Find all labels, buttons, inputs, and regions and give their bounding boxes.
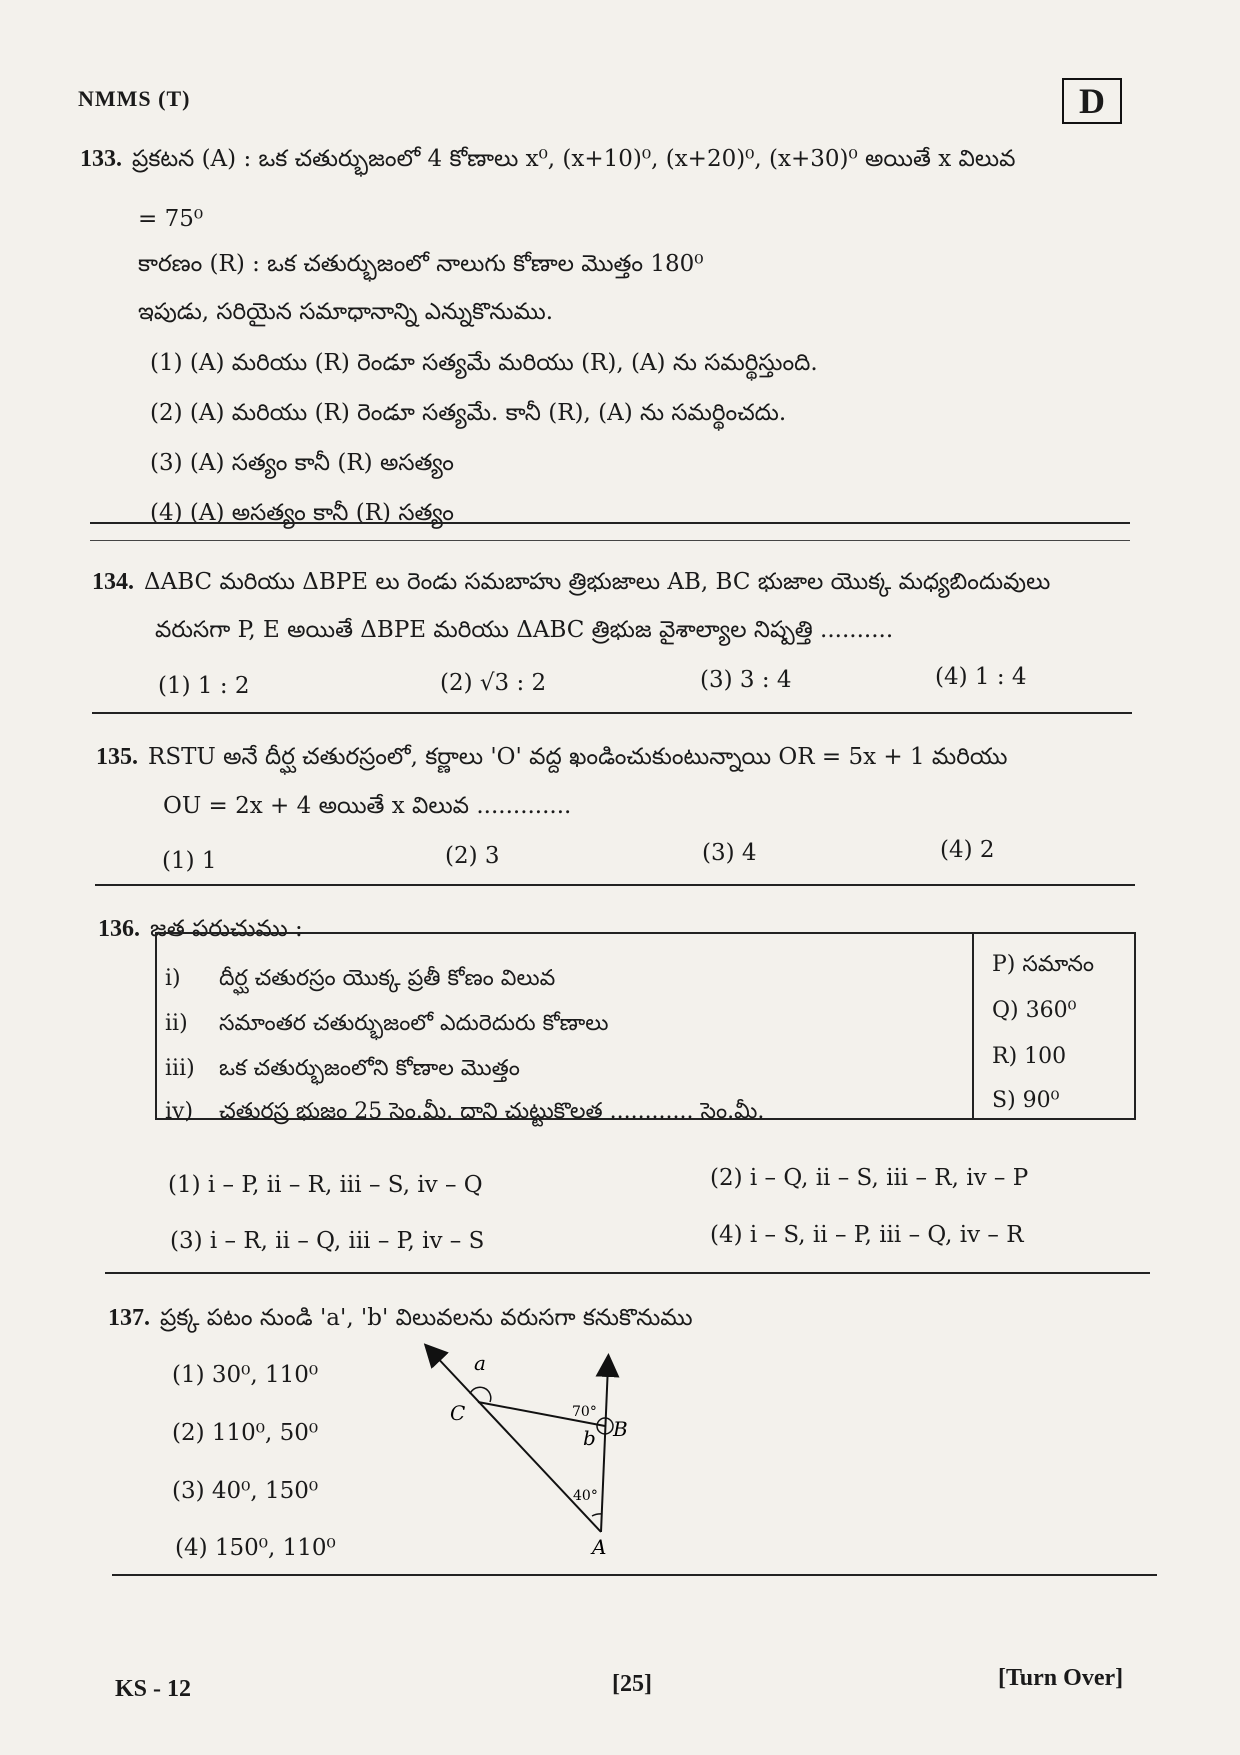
q133-assertion-cont: = 75⁰ (138, 206, 204, 232)
footer-code: KS - 12 (115, 1676, 192, 1702)
divider (90, 540, 1130, 541)
q135-number: 135. (96, 744, 138, 770)
row-num: ii) (165, 1011, 188, 1036)
label-B: B (613, 1417, 628, 1441)
q134-number: 134. (92, 569, 134, 595)
line-ac-extended (432, 1352, 601, 1532)
q134-option-3[interactable]: (3) 3 : 4 (700, 667, 792, 693)
q135-option-4[interactable]: (4) 2 (940, 837, 995, 863)
row-num: iv) (165, 1099, 194, 1124)
q135-text: RSTU అనే దీర్ఘ చతురస్రంలో, కర్ణాలు 'O' వద్ద ఖండించుకుంటున్నాయి OR = 5x + 1 మరియు (148, 744, 1008, 770)
q133-statement (80, 143, 1140, 175)
divider (105, 1272, 1150, 1274)
q137-option-2[interactable]: (2) 110⁰, 50⁰ (172, 1420, 319, 1446)
q134-option-1[interactable]: (1) 1 : 2 (158, 673, 250, 699)
q137-option-3[interactable]: (3) 40⁰, 150⁰ (172, 1478, 319, 1504)
row-num: iii) (165, 1056, 195, 1081)
q137-number: 137. (108, 1305, 150, 1331)
angle-40-arc (592, 1514, 602, 1516)
paper-code: NMMS (T) (78, 86, 191, 111)
match-right-S: S) 90⁰ (992, 1088, 1060, 1113)
q133-option-1[interactable]: (1) (A) మరియు (R) రెండూ సత్యమే మరియు (R), (A) ను సమర్థిస్తుంది. (150, 350, 818, 376)
label-A: A (592, 1535, 607, 1559)
label-70: 70° (572, 1404, 597, 1420)
row-text: చతురస్ర భుజం 25 సెం.మీ. దాని చుట్టుకొలత ............ సెం.మీ. (219, 1099, 765, 1124)
q137-title (108, 1302, 693, 1334)
q134-text: ΔABC మరియు ΔBPE లు రెండు సమబాహు త్రిభుజాలు AB, BC భుజాల యొక్క మధ్యబిందువులు (144, 569, 1051, 595)
q136-option-4[interactable]: (4) i – S, ii – P, iii – Q, iv – R (710, 1222, 1024, 1248)
line-ab-extended (601, 1365, 608, 1532)
q137-option-4[interactable]: (4) 150⁰, 110⁰ (175, 1535, 336, 1561)
match-right-P: P) సమానం (992, 952, 1095, 977)
label-C: C (450, 1401, 466, 1425)
label-40: 40° (573, 1488, 598, 1504)
q136-text: జత పరుచుము : (150, 916, 303, 942)
match-left-column (157, 934, 974, 1124)
q136-option-1[interactable]: (1) i – P, ii – R, iii – S, iv – Q (168, 1172, 483, 1198)
q136-option-3[interactable]: (3) i – R, ii – Q, iii – P, iv – S (170, 1228, 485, 1254)
row-text: సమాంతర చతుర్భుజంలో ఎదురెదురు కోణాలు (219, 1011, 609, 1036)
divider (95, 884, 1135, 886)
q134-line-1 (92, 566, 1152, 598)
q137-text: ప్రక్క పటం నుండి 'a', 'b' విలువలను వరుసగా కనుకొనుము (160, 1305, 693, 1331)
match-right-R: R) 100 (992, 1044, 1067, 1069)
match-right-Q: Q) 360⁰ (992, 998, 1077, 1023)
turn-over-note: [Turn Over] (998, 1665, 1124, 1691)
triangle-diagram (420, 1340, 660, 1560)
q135-line-2: OU = 2x + 4 అయితే x విలువ ............. (163, 793, 572, 819)
q133-instruction: ఇపుడు, సరియైన సమాధానాన్ని ఎన్నుకొనుము. (138, 299, 554, 325)
q134-option-4[interactable]: (4) 1 : 4 (935, 664, 1027, 690)
row-num: i) (165, 966, 181, 991)
q135-option-2[interactable]: (2) 3 (445, 843, 500, 869)
divider (90, 522, 1130, 524)
q134-line-2: వరుసగా P, E అయితే ΔBPE మరియు ΔABC త్రిభుజ వైశాల్యాల నిష్పత్తి .......... (155, 617, 894, 643)
label-b: b (583, 1426, 596, 1450)
row-text: ఒక చతుర్భుజంలోని కోణాల మొత్తం (219, 1056, 520, 1081)
q136-option-2[interactable]: (2) i – Q, ii – S, iii – R, iv – P (710, 1165, 1029, 1191)
q137-option-1[interactable]: (1) 30⁰, 110⁰ (172, 1362, 319, 1388)
q133-number: 133. (80, 146, 122, 172)
q133-assertion: ప్రకటన (A) : ఒక చతుర్భుజంలో 4 కోణాలు x⁰, (x+10)⁰, (x+20)⁰, (x+30)⁰ అయితే x విలువ (132, 146, 1016, 172)
q133-option-4[interactable]: (4) (A) అసత్యం కానీ (R) సత్యం (150, 500, 454, 526)
q136-number: 136. (98, 916, 140, 942)
q135-option-3[interactable]: (3) 4 (702, 840, 757, 866)
q135-option-1[interactable]: (1) 1 (162, 848, 217, 874)
divider (92, 712, 1132, 714)
q135-line-1 (96, 741, 1146, 773)
label-a: a (474, 1351, 486, 1375)
q133-option-3[interactable]: (3) (A) సత్యం కానీ (R) అసత్యం (150, 450, 454, 476)
row-text: దీర్ఘ చతురస్రం యొక్క ప్రతీ కోణం విలువ (219, 966, 556, 991)
q133-reason: కారణం (R) : ఒక చతుర్భుజంలో నాలుగు కోణాల మొత్తం 180⁰ (138, 251, 704, 277)
booklet-series-badge: D (1062, 78, 1122, 124)
q133-option-2[interactable]: (2) (A) మరియు (R) రెండూ సత్యమే. కానీ (R), (A) ను సమర్థించదు. (150, 400, 787, 426)
page-number: [25] (612, 1671, 652, 1697)
match-table (155, 932, 1136, 1124)
divider (112, 1574, 1157, 1576)
q134-option-2[interactable]: (2) √3 : 2 (440, 670, 547, 696)
